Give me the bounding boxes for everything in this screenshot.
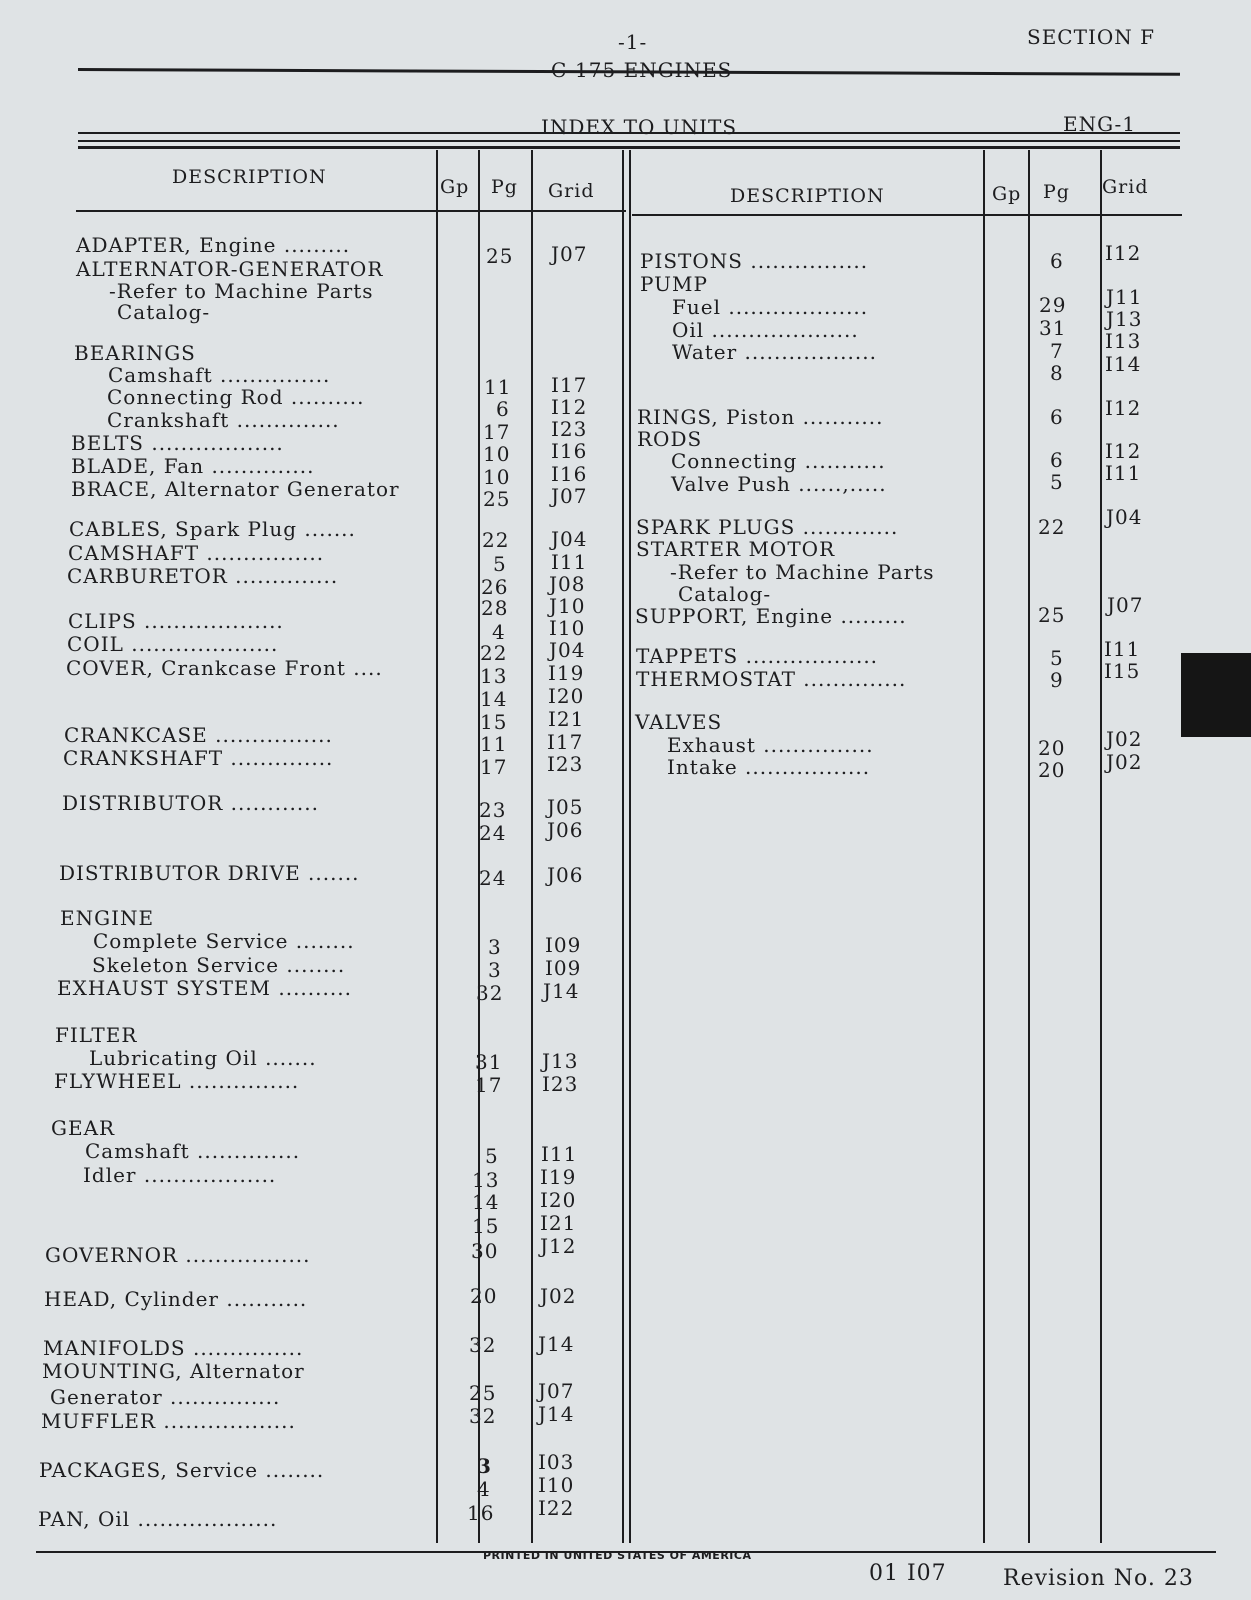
right-pg: 8: [1050, 361, 1064, 385]
left-pg: 10: [483, 465, 511, 489]
right-grid: I11: [1104, 637, 1141, 661]
left-grid: I17: [551, 373, 588, 397]
left-pg: 3: [488, 958, 502, 982]
left-grid: I20: [548, 684, 585, 708]
left-pg: 32: [476, 981, 504, 1005]
left-grid: J12: [540, 1234, 577, 1258]
right-pg: 5: [1050, 646, 1064, 670]
left-grid: J04: [549, 638, 586, 662]
left-entry: HEAD, Cylinder ...........: [44, 1287, 308, 1311]
right-pg: 22: [1038, 515, 1066, 539]
left-grid: J08: [549, 572, 586, 596]
left-entry: ENGINE: [60, 906, 155, 930]
right-grid: I14: [1105, 352, 1142, 376]
left-grid: I10: [549, 616, 586, 640]
left-pg: 17: [475, 1073, 503, 1097]
col-header-gp-left: Gp: [440, 176, 470, 198]
rule-pg-right: [1028, 150, 1030, 1543]
col-header-description-right: DESCRIPTION: [730, 185, 885, 207]
left-grid: I20: [540, 1188, 577, 1212]
left-entry: GOVERNOR .................: [45, 1243, 311, 1267]
right-entry: SPARK PLUGS .............: [636, 515, 899, 539]
page-number: -1-: [618, 30, 648, 54]
left-entry: FILTER: [55, 1023, 138, 1047]
left-grid: I21: [540, 1211, 577, 1235]
table-top-rule: [78, 146, 1180, 149]
header-underline-left: [76, 210, 626, 212]
left-pg: 15: [480, 710, 508, 734]
left-grid: J10: [549, 594, 586, 618]
left-pg: 31: [475, 1050, 503, 1074]
left-grid: I12: [551, 395, 588, 419]
left-pg: 25: [469, 1381, 497, 1405]
index-subtitle: INDEX TO UNITS: [541, 115, 738, 139]
left-grid: I11: [551, 550, 588, 574]
left-grid: J06: [547, 863, 584, 887]
right-grid: J02: [1106, 750, 1143, 774]
left-grid: I23: [542, 1072, 579, 1096]
right-entry: VALVES: [635, 710, 723, 734]
left-entry: MANIFOLDS ...............: [43, 1336, 304, 1360]
left-entry: CARBURETOR ..............: [67, 564, 339, 588]
right-entry: Intake .................: [667, 755, 871, 779]
left-entry: CAMSHAFT ................: [68, 541, 325, 565]
col-header-grid-right: Grid: [1102, 176, 1149, 198]
left-entry: DISTRIBUTOR DRIVE .......: [59, 861, 360, 885]
left-pg: 5: [493, 552, 507, 576]
left-grid: I21: [548, 707, 585, 731]
left-entry: PAN, Oil ...................: [38, 1507, 278, 1531]
subtitle-rule-lower: [78, 140, 1180, 142]
left-entry: EXHAUST SYSTEM ..........: [57, 976, 352, 1000]
left-entry: MOUNTING, Alternator: [42, 1359, 305, 1383]
right-entry: Oil ....................: [672, 318, 859, 342]
left-pg: 13: [480, 664, 508, 688]
left-entry: Complete Service ........: [93, 929, 355, 953]
right-entry: -Refer to Machine Parts: [670, 560, 935, 584]
right-pg: 6: [1050, 405, 1064, 429]
col-header-pg-left: Pg: [491, 176, 518, 198]
left-pg: 6: [496, 397, 510, 421]
rule-gp-left: [436, 150, 438, 1543]
left-entry: Generator ...............: [50, 1385, 281, 1409]
left-entry: Lubricating Oil .......: [89, 1046, 317, 1070]
right-grid: J02: [1106, 727, 1143, 751]
left-pg: 22: [480, 641, 508, 665]
right-entry: RINGS, Piston ...........: [637, 405, 884, 429]
left-pg: 3: [477, 1454, 492, 1478]
left-entry: CRANKCASE ................: [64, 723, 333, 747]
left-pg: 17: [480, 755, 508, 779]
right-entry: SUPPORT, Engine .........: [635, 604, 907, 628]
right-grid: J07: [1107, 593, 1144, 617]
left-entry: Connecting Rod ..........: [107, 385, 365, 409]
left-entry: Skeleton Service ........: [92, 953, 346, 977]
left-grid: I23: [547, 752, 584, 776]
left-entry: Camshaft ...............: [108, 363, 331, 387]
left-pg: 30: [471, 1239, 499, 1263]
left-grid: J14: [538, 1402, 575, 1426]
col-header-grid-left: Grid: [548, 180, 595, 202]
right-pg: 9: [1050, 668, 1064, 692]
left-pg: 32: [469, 1333, 497, 1357]
left-grid: I11: [541, 1142, 578, 1166]
left-pg: 14: [480, 687, 508, 711]
right-entry: STARTER MOTOR: [636, 537, 836, 561]
left-pg: 20: [470, 1284, 498, 1308]
left-entry: BLADE, Fan ..............: [71, 454, 315, 478]
rule-gp-right: [983, 150, 985, 1543]
right-pg: 5: [1050, 470, 1064, 494]
left-entry: -Refer to Machine Parts: [109, 279, 374, 303]
left-pg: 17: [483, 420, 511, 444]
right-entry: Exhaust ...............: [667, 733, 874, 757]
left-pg: 11: [480, 732, 508, 756]
left-entry: CABLES, Spark Plug .......: [69, 517, 356, 541]
section-label: SECTION F: [1027, 25, 1155, 49]
left-pg: 4: [477, 1477, 491, 1501]
right-entry: PUMP: [640, 272, 708, 296]
right-pg: 20: [1038, 736, 1066, 760]
right-entry: RODS: [637, 427, 703, 451]
right-pg: 29: [1039, 293, 1067, 317]
right-grid: I12: [1105, 439, 1142, 463]
right-pg: 20: [1038, 758, 1066, 782]
revision-number: Revision No. 23: [1003, 1566, 1194, 1591]
left-entry: FLYWHEEL ...............: [54, 1069, 300, 1093]
left-entry: ADAPTER, Engine .........: [76, 233, 351, 257]
left-grid: I16: [551, 439, 588, 463]
right-pg: 6: [1050, 448, 1064, 472]
right-pg: 31: [1039, 316, 1067, 340]
left-entry: Crankshaft ..............: [107, 408, 340, 432]
left-grid: J04: [551, 527, 588, 551]
col-header-pg-right: Pg: [1043, 181, 1070, 203]
left-grid: J13: [542, 1049, 579, 1073]
left-pg: 14: [472, 1190, 500, 1214]
left-entry: PACKAGES, Service ........: [39, 1458, 325, 1482]
right-entry: THERMOSTAT ..............: [636, 667, 907, 691]
left-entry: Idler ..................: [83, 1163, 277, 1187]
right-pg: 6: [1050, 249, 1064, 273]
left-entry: DISTRIBUTOR ............: [62, 791, 319, 815]
right-entry: TAPPETS ..................: [636, 644, 879, 668]
left-entry: ALTERNATOR-GENERATOR: [76, 257, 384, 281]
left-grid: J07: [551, 484, 588, 508]
left-grid: J05: [547, 795, 584, 819]
left-pg: 32: [469, 1404, 497, 1428]
right-grid: I15: [1104, 659, 1141, 683]
left-grid: I19: [540, 1165, 577, 1189]
left-pg: 25: [483, 487, 511, 511]
right-entry: Catalog-: [678, 582, 772, 606]
left-entry: BRACE, Alternator Generator: [71, 477, 400, 501]
left-pg: 13: [472, 1168, 500, 1192]
right-grid: J04: [1106, 505, 1143, 529]
left-entry: Catalog-: [117, 300, 211, 324]
left-grid: I03: [538, 1450, 575, 1474]
right-entry: Connecting ...........: [671, 449, 886, 473]
col-header-gp-right: Gp: [992, 183, 1022, 205]
left-entry: BELTS ..................: [71, 431, 284, 455]
rule-middle-b: [629, 150, 631, 1543]
section-edge-tab: [1181, 653, 1251, 737]
left-entry: COIL ....................: [67, 632, 279, 656]
left-grid: I19: [548, 661, 585, 685]
left-grid: I10: [538, 1473, 575, 1497]
left-grid: J06: [547, 818, 584, 842]
right-entry: Valve Push ......,.....: [671, 472, 887, 496]
left-entry: GEAR: [51, 1116, 116, 1140]
rule-grid-left: [531, 150, 533, 1543]
left-pg: 16: [467, 1501, 495, 1525]
left-pg: 26: [481, 575, 509, 599]
left-pg: 24: [479, 866, 507, 890]
left-entry: CLIPS ...................: [68, 609, 284, 633]
left-pg: 25: [486, 244, 514, 268]
left-pg: 24: [479, 821, 507, 845]
right-entry: Water ..................: [672, 340, 877, 364]
left-grid: I09: [545, 956, 582, 980]
left-entry: COVER, Crankcase Front ....: [66, 656, 383, 680]
left-entry: MUFFLER ..................: [41, 1409, 296, 1433]
left-grid: I16: [551, 462, 588, 486]
left-grid: J07: [551, 242, 588, 266]
left-pg: 23: [479, 798, 507, 822]
left-pg: 5: [485, 1144, 499, 1168]
section-code: ENG-1: [1063, 112, 1136, 136]
left-grid: J14: [543, 979, 580, 1003]
left-grid: J07: [538, 1379, 575, 1403]
left-grid: J14: [538, 1332, 575, 1356]
left-grid: J02: [540, 1284, 577, 1308]
right-grid: I11: [1105, 461, 1142, 485]
left-grid: I09: [545, 933, 582, 957]
left-entry: CRANKSHAFT ..............: [63, 746, 334, 770]
printed-in-usa: PRINTED IN UNITED STATES OF AMERICA: [483, 1549, 752, 1562]
form-code: 01 I07: [869, 1561, 947, 1586]
left-entry: Camshaft ..............: [85, 1139, 301, 1163]
left-pg: 10: [483, 442, 511, 466]
right-grid: J13: [1106, 307, 1143, 331]
left-grid: I17: [547, 730, 584, 754]
right-pg: 7: [1050, 339, 1064, 363]
right-grid: I13: [1105, 329, 1142, 353]
left-pg: 3: [488, 935, 502, 959]
right-entry: Fuel ...................: [672, 295, 869, 319]
right-grid: J11: [1106, 285, 1143, 309]
left-pg: 22: [482, 528, 510, 552]
right-pg: 25: [1038, 603, 1066, 627]
col-header-description-left: DESCRIPTION: [172, 166, 327, 188]
left-grid: I23: [551, 417, 588, 441]
rule-middle-a: [622, 150, 624, 1543]
left-pg: 15: [472, 1214, 500, 1238]
left-pg: 28: [481, 596, 509, 620]
left-entry: BEARINGS: [74, 341, 196, 365]
right-grid: I12: [1105, 241, 1142, 265]
right-grid: I12: [1105, 396, 1142, 420]
left-grid: I22: [538, 1496, 575, 1520]
rule-grid-right: [1100, 150, 1102, 1543]
left-pg: 4: [492, 620, 506, 644]
left-pg: 11: [484, 375, 512, 399]
right-entry: PISTONS ................: [640, 249, 869, 273]
